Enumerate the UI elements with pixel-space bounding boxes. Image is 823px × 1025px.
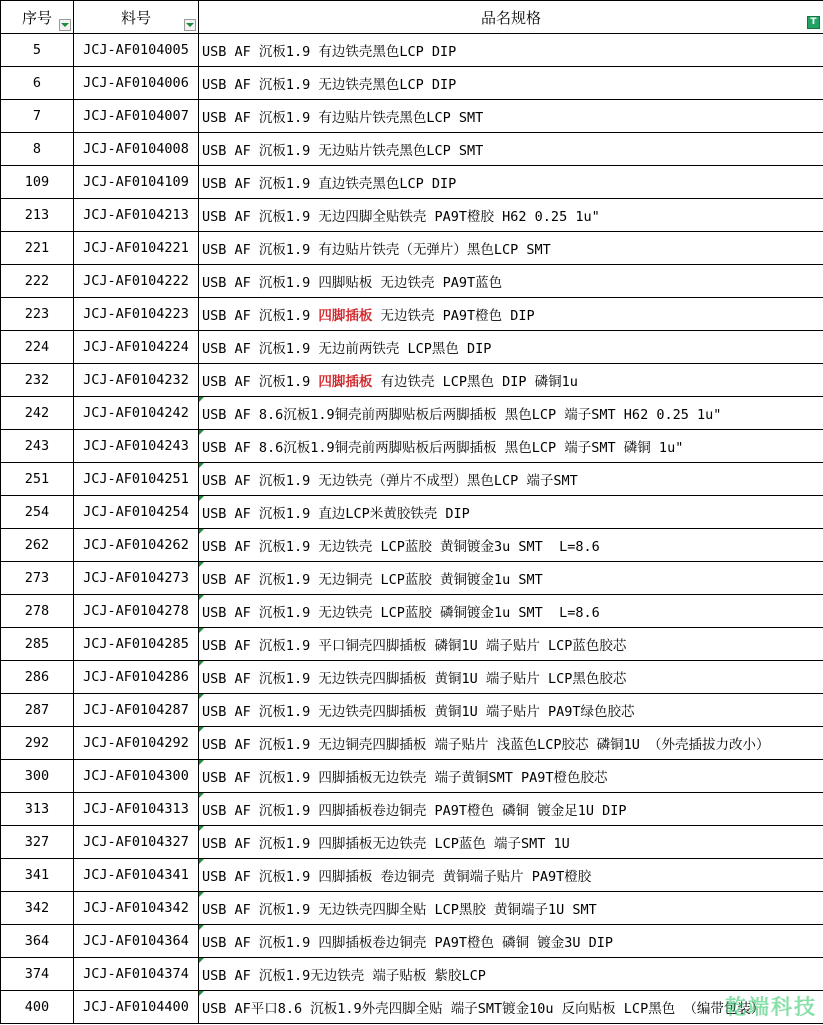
- part-number-value: JCJ-AF0104109: [83, 174, 189, 190]
- seq-value: 313: [24, 801, 50, 817]
- cell-seq[interactable]: [0, 628, 74, 661]
- part-number-value: JCJ-AF0104364: [83, 933, 189, 949]
- table-row: [0, 760, 823, 793]
- cell-seq[interactable]: [0, 166, 74, 199]
- spec-text: USB AF 沉板1.9 无边铁壳四脚全贴 LCP黑胶 黄铜端子1U SMT: [202, 902, 597, 918]
- seq-value: 8: [32, 141, 42, 157]
- cell-seq[interactable]: [0, 364, 74, 397]
- filter-dropdown-icon[interactable]: [184, 19, 196, 31]
- cell-spec[interactable]: [199, 793, 823, 826]
- cell-spec[interactable]: [199, 166, 823, 199]
- part-number-value: JCJ-AF0104342: [83, 900, 189, 916]
- seq-value: 242: [24, 405, 50, 421]
- cell-part-number[interactable]: [74, 364, 199, 397]
- seq-value: 243: [24, 438, 50, 454]
- cell-seq[interactable]: [0, 430, 74, 463]
- table-row: [0, 628, 823, 661]
- cell-marker-icon: [199, 925, 204, 930]
- spec-text: USB AF 8.6沉板1.9铜壳前两脚贴板后两脚插板 黑色LCP 端子SMT H62 0.25 1u": [202, 407, 722, 423]
- spec-text: USB AF 沉板1.9 有边铁壳黑色LCP DIP: [202, 44, 457, 60]
- cell-part-number[interactable]: [74, 562, 199, 595]
- part-number-value: JCJ-AF0104221: [83, 240, 189, 256]
- header-seq[interactable]: [0, 0, 74, 34]
- cell-spec[interactable]: [199, 496, 823, 529]
- table-row: [0, 199, 823, 232]
- header-seq-label: 序号: [21, 8, 52, 27]
- cell-spec[interactable]: [199, 892, 823, 925]
- cell-spec[interactable]: [199, 331, 823, 364]
- part-number-value: JCJ-AF0104006: [83, 75, 189, 91]
- cell-seq[interactable]: [0, 529, 74, 562]
- seq-value: 251: [24, 471, 50, 487]
- spec-text: USB AF平口8.6 沉板1.9外壳四脚全贴 端子SMT镀金10u 反向贴板 LCP黑色 （编带包装）: [202, 1001, 765, 1017]
- spec-text: USB AF 沉板1.9 无边铜壳 LCP蓝胶 黄铜镀金1u SMT: [202, 572, 543, 588]
- cell-spec[interactable]: [199, 628, 823, 661]
- cell-seq[interactable]: [0, 496, 74, 529]
- header-spec-label: 品名规格: [480, 8, 541, 27]
- table-row: [0, 397, 823, 430]
- cell-part-number[interactable]: [74, 892, 199, 925]
- cell-spec[interactable]: [199, 397, 823, 430]
- seq-value: 327: [24, 834, 50, 850]
- seq-value: 232: [24, 372, 50, 388]
- cell-part-number[interactable]: [74, 958, 199, 991]
- seq-value: 223: [24, 306, 50, 322]
- part-number-value: JCJ-AF0104341: [83, 867, 189, 883]
- spec-text: USB AF 沉板1.9 直边LCP米黄胶铁壳 DIP: [202, 506, 470, 522]
- cell-spec[interactable]: [199, 727, 823, 760]
- seq-value: 364: [24, 933, 50, 949]
- part-number-value: JCJ-AF0104262: [83, 537, 189, 553]
- cell-marker-icon: [199, 463, 204, 468]
- seq-value: 213: [24, 207, 50, 223]
- cell-spec[interactable]: [199, 430, 823, 463]
- cell-seq[interactable]: [0, 133, 74, 166]
- cell-seq[interactable]: [0, 826, 74, 859]
- spec-text: USB AF 沉板1.9: [202, 308, 319, 324]
- seq-value: 222: [24, 273, 50, 289]
- part-number-value: JCJ-AF0104287: [83, 702, 189, 718]
- part-number-value: JCJ-AF0104400: [83, 999, 189, 1015]
- table-row: [0, 826, 823, 859]
- seq-value: 5: [32, 42, 42, 58]
- cell-part-number[interactable]: [74, 991, 199, 1024]
- cell-part-number[interactable]: [74, 430, 199, 463]
- spec-text: USB AF 沉板1.9 四脚插板无边铁壳 端子黄铜SMT PA9T橙色胶芯: [202, 770, 608, 786]
- cell-seq[interactable]: [0, 562, 74, 595]
- spec-text: USB AF 沉板1.9 直边铁壳黑色LCP DIP: [202, 176, 457, 192]
- seq-value: 273: [24, 570, 50, 586]
- cell-spec[interactable]: [199, 463, 823, 496]
- spec-text: USB AF 沉板1.9 无边前两铁壳 LCP黑色 DIP: [202, 341, 492, 357]
- cell-marker-icon: [199, 760, 204, 765]
- spec-text: USB AF 沉板1.9 四脚插板无边铁壳 LCP蓝色 端子SMT 1U: [202, 836, 570, 852]
- cell-seq[interactable]: [0, 331, 74, 364]
- cell-seq[interactable]: [0, 892, 74, 925]
- header-part[interactable]: [74, 0, 199, 34]
- cell-marker-icon: [199, 529, 204, 534]
- cell-marker-icon: [199, 595, 204, 600]
- cell-part-number[interactable]: [74, 661, 199, 694]
- cell-part-number[interactable]: [74, 133, 199, 166]
- cell-spec[interactable]: [199, 661, 823, 694]
- cell-seq[interactable]: [0, 34, 74, 67]
- cell-marker-icon: [199, 991, 204, 996]
- table-row: [0, 133, 823, 166]
- spec-emphasis: 四脚插板: [318, 374, 373, 390]
- table-row: [0, 958, 823, 991]
- table-row: [0, 463, 823, 496]
- part-number-value: JCJ-AF0104224: [83, 339, 189, 355]
- cell-seq[interactable]: [0, 958, 74, 991]
- cell-part-number[interactable]: [74, 859, 199, 892]
- spec-text: USB AF 沉板1.9 四脚插板 卷边铜壳 黄铜端子贴片 PA9T橙胶: [202, 869, 592, 885]
- cell-seq[interactable]: [0, 859, 74, 892]
- cell-spec[interactable]: [199, 595, 823, 628]
- cell-part-number[interactable]: [74, 67, 199, 100]
- cell-seq[interactable]: [0, 925, 74, 958]
- table-row: [0, 100, 823, 133]
- cell-spec[interactable]: [199, 958, 823, 991]
- cell-seq[interactable]: [0, 397, 74, 430]
- spec-text: USB AF 沉板1.9 有边贴片铁壳黑色LCP SMT: [202, 110, 484, 126]
- table-row: [0, 67, 823, 100]
- seq-value: 292: [24, 735, 50, 751]
- cell-part-number[interactable]: [74, 727, 199, 760]
- cell-part-number[interactable]: [74, 496, 199, 529]
- cell-part-number[interactable]: [74, 760, 199, 793]
- spec-text: USB AF 沉板1.9 无边铁壳 LCP蓝胶 黄铜镀金3u SMT L=8.6: [202, 539, 600, 555]
- table-row: [0, 595, 823, 628]
- cell-marker-icon: [199, 397, 204, 402]
- table-row: [0, 694, 823, 727]
- seq-value: 254: [24, 504, 50, 520]
- spec-text: USB AF 沉板1.9 无边铁壳 LCP蓝胶 磷铜镀金1u SMT L=8.6: [202, 605, 600, 621]
- spec-text: USB AF 沉板1.9 无边贴片铁壳黑色LCP SMT: [202, 143, 484, 159]
- cell-part-number[interactable]: [74, 397, 199, 430]
- cell-spec[interactable]: [199, 298, 823, 331]
- part-number-value: JCJ-AF0104300: [83, 768, 189, 784]
- cell-marker-icon: [199, 826, 204, 831]
- spec-text: USB AF 沉板1.9 无边铁壳四脚插板 黄铜1U 端子贴片 LCP黑色胶芯: [202, 671, 627, 687]
- cell-spec[interactable]: [199, 364, 823, 397]
- cell-spec[interactable]: [199, 34, 823, 67]
- cell-seq[interactable]: [0, 265, 74, 298]
- cell-marker-icon: [199, 694, 204, 699]
- cell-spec[interactable]: [199, 232, 823, 265]
- part-number-value: JCJ-AF0104286: [83, 669, 189, 685]
- spec-text: USB AF 8.6沉板1.9铜壳前两脚贴板后两脚插板 黑色LCP 端子SMT 磷铜 1u": [202, 440, 684, 456]
- seq-value: 287: [24, 702, 50, 718]
- cell-part-number[interactable]: [74, 100, 199, 133]
- part-number-value: JCJ-AF0104292: [83, 735, 189, 751]
- seq-value: 221: [24, 240, 50, 256]
- table-row: [0, 496, 823, 529]
- part-number-value: JCJ-AF0104313: [83, 801, 189, 817]
- cell-spec[interactable]: [199, 199, 823, 232]
- cell-part-number[interactable]: [74, 298, 199, 331]
- cell-spec[interactable]: [199, 760, 823, 793]
- cell-part-number[interactable]: [74, 331, 199, 364]
- spec-text: USB AF 沉板1.9 无边铁壳黑色LCP DIP: [202, 77, 457, 93]
- cell-seq[interactable]: [0, 232, 74, 265]
- table-row: [0, 529, 823, 562]
- filter-active-icon[interactable]: T: [807, 16, 820, 29]
- spec-text: USB AF 沉板1.9 平口铜壳四脚插板 磷铜1U 端子贴片 LCP蓝色胶芯: [202, 638, 627, 654]
- spec-text: 有边铁壳 LCP黑色 DIP 磷铜1u: [372, 374, 578, 390]
- cell-seq[interactable]: [0, 760, 74, 793]
- table-row: [0, 562, 823, 595]
- cell-seq[interactable]: [0, 793, 74, 826]
- cell-marker-icon: [199, 628, 204, 633]
- part-number-value: JCJ-AF0104007: [83, 108, 189, 124]
- seq-value: 342: [24, 900, 50, 916]
- filter-dropdown-icon[interactable]: [59, 19, 71, 31]
- part-number-value: JCJ-AF0104242: [83, 405, 189, 421]
- cell-spec[interactable]: [199, 694, 823, 727]
- cell-marker-icon: [199, 430, 204, 435]
- spec-text: 无边铁壳 PA9T橙色 DIP: [372, 308, 535, 324]
- part-number-value: JCJ-AF0104278: [83, 603, 189, 619]
- part-number-value: JCJ-AF0104008: [83, 141, 189, 157]
- cell-spec[interactable]: [199, 100, 823, 133]
- table-row: [0, 298, 823, 331]
- cell-part-number[interactable]: [74, 694, 199, 727]
- cell-marker-icon: [199, 496, 204, 501]
- part-number-value: JCJ-AF0104327: [83, 834, 189, 850]
- table-row: [0, 793, 823, 826]
- spec-text: USB AF 沉板1.9 四脚插板卷边铜壳 PA9T橙色 磷铜 镀金足1U DIP: [202, 803, 627, 819]
- cell-spec[interactable]: [199, 925, 823, 958]
- table-row: [0, 859, 823, 892]
- cell-seq[interactable]: [0, 991, 74, 1024]
- header-row: [0, 0, 823, 33]
- seq-value: 6: [32, 75, 42, 91]
- cell-part-number[interactable]: [74, 925, 199, 958]
- spec-text: USB AF 沉板1.9无边铁壳 端子贴板 紫胶LCP: [202, 968, 486, 984]
- seq-value: 224: [24, 339, 50, 355]
- part-number-value: JCJ-AF0104222: [83, 273, 189, 289]
- cell-seq[interactable]: [0, 199, 74, 232]
- cell-seq[interactable]: [0, 727, 74, 760]
- cell-part-number[interactable]: [74, 826, 199, 859]
- table-row: [0, 892, 823, 925]
- table-row: [0, 34, 823, 67]
- spec-text: USB AF 沉板1.9 四脚插板卷边铜壳 PA9T橙色 磷铜 镀金3U DIP: [202, 935, 614, 951]
- cell-part-number[interactable]: [74, 595, 199, 628]
- spec-text: USB AF 沉板1.9 四脚贴板 无边铁壳 PA9T蓝色: [202, 275, 503, 291]
- cell-seq[interactable]: [0, 298, 74, 331]
- cell-seq[interactable]: [0, 694, 74, 727]
- part-number-value: JCJ-AF0104374: [83, 966, 189, 982]
- cell-spec[interactable]: [199, 529, 823, 562]
- table-row: [0, 727, 823, 760]
- cell-seq[interactable]: [0, 67, 74, 100]
- part-number-value: JCJ-AF0104223: [83, 306, 189, 322]
- cell-part-number[interactable]: [74, 232, 199, 265]
- cell-part-number[interactable]: [74, 529, 199, 562]
- cell-spec[interactable]: [199, 67, 823, 100]
- part-number-value: JCJ-AF0104213: [83, 207, 189, 223]
- part-number-value: JCJ-AF0104232: [83, 372, 189, 388]
- table-row: [0, 265, 823, 298]
- cell-part-number[interactable]: [74, 34, 199, 67]
- spec-text: USB AF 沉板1.9 无边铁壳（弹片不成型）黑色LCP 端子SMT: [202, 473, 578, 489]
- seq-value: 400: [24, 999, 50, 1015]
- spec-emphasis: 四脚插板: [318, 308, 373, 324]
- cell-marker-icon: [199, 562, 204, 567]
- cell-marker-icon: [199, 958, 204, 963]
- spec-text: USB AF 沉板1.9 无边铜壳四脚插板 端子贴片 浅蓝色LCP胶芯 磷铜1U （外壳插拔力改小）: [202, 737, 770, 753]
- seq-value: 285: [24, 636, 50, 652]
- table-row: [0, 430, 823, 463]
- spec-text: USB AF 沉板1.9 无边四脚全贴铁壳 PA9T橙胶 H62 0.25 1u": [202, 209, 600, 225]
- table-row: [0, 925, 823, 958]
- cell-part-number[interactable]: [74, 628, 199, 661]
- seq-value: 7: [32, 108, 42, 124]
- seq-value: 300: [24, 768, 50, 784]
- cell-part-number[interactable]: [74, 793, 199, 826]
- seq-value: 109: [24, 174, 50, 190]
- cell-spec[interactable]: [199, 859, 823, 892]
- seq-value: 341: [24, 867, 50, 883]
- spec-text: USB AF 沉板1.9 有边贴片铁壳（无弹片）黑色LCP SMT: [202, 242, 551, 258]
- table-row: [0, 331, 823, 364]
- cell-seq[interactable]: [0, 100, 74, 133]
- header-spec[interactable]: [199, 0, 823, 34]
- table-row: [0, 991, 823, 1024]
- seq-value: 278: [24, 603, 50, 619]
- spec-text: USB AF 沉板1.9 无边铁壳四脚插板 黄铜1U 端子贴片 PA9T绿色胶芯: [202, 704, 635, 720]
- cell-part-number[interactable]: [74, 265, 199, 298]
- cell-spec[interactable]: [199, 562, 823, 595]
- cell-marker-icon: [199, 793, 204, 798]
- cell-seq[interactable]: [0, 463, 74, 496]
- part-number-value: JCJ-AF0104251: [83, 471, 189, 487]
- part-number-value: JCJ-AF0104285: [83, 636, 189, 652]
- part-number-value: JCJ-AF0104273: [83, 570, 189, 586]
- cell-spec[interactable]: [199, 133, 823, 166]
- cell-marker-icon: [199, 727, 204, 732]
- cell-seq[interactable]: [0, 595, 74, 628]
- part-number-value: JCJ-AF0104005: [83, 42, 189, 58]
- seq-value: 374: [24, 966, 50, 982]
- table-row: [0, 166, 823, 199]
- spec-text: USB AF 沉板1.9: [202, 374, 319, 390]
- cell-part-number[interactable]: [74, 199, 199, 232]
- table-row: [0, 661, 823, 694]
- part-number-value: JCJ-AF0104254: [83, 504, 189, 520]
- watermark: 乾端科技: [725, 995, 817, 1019]
- seq-value: 262: [24, 537, 50, 553]
- cell-spec[interactable]: [199, 265, 823, 298]
- part-number-value: JCJ-AF0104243: [83, 438, 189, 454]
- table-row: [0, 232, 823, 265]
- cell-spec[interactable]: [199, 826, 823, 859]
- cell-part-number[interactable]: [74, 463, 199, 496]
- seq-value: 286: [24, 669, 50, 685]
- cell-marker-icon: [199, 661, 204, 666]
- cell-marker-icon: [199, 892, 204, 897]
- header-part-label: 料号: [120, 8, 151, 27]
- cell-part-number[interactable]: [74, 166, 199, 199]
- cell-marker-icon: [199, 859, 204, 864]
- table-row: [0, 364, 823, 397]
- cell-seq[interactable]: [0, 661, 74, 694]
